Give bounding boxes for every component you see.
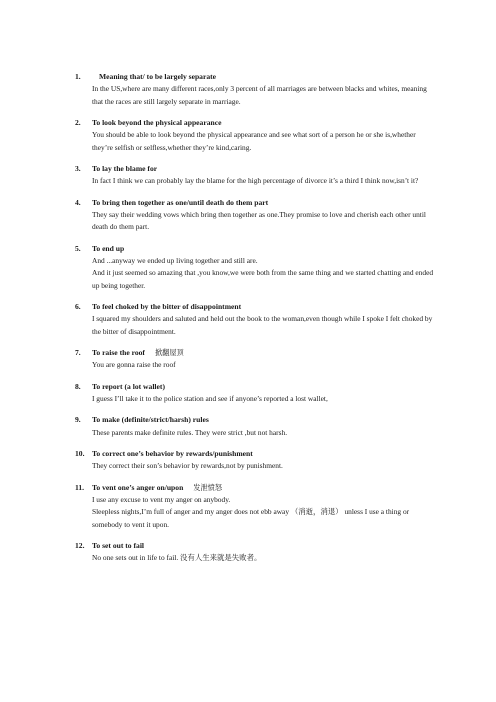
example-sentence: In fact I think we can probably lay the blame for the high percentage of divorce it’s a third I think now,isn’t it? [92,176,419,186]
item-body [92,494,436,531]
item-body [92,209,436,234]
item-body [92,393,436,405]
item-number: 4. [75,197,81,207]
example-sentence: I squared my shoulders and saluted and held out the book to the woman,even though while I spoke I felt choked by the bitter of disappointment. [92,314,433,336]
item-number: 7. [75,348,81,358]
item-heading: To report (a lot wallet) [92,381,165,391]
list-item [0,414,496,439]
list-item [0,448,496,473]
list-item [0,197,496,234]
item-body [92,255,436,292]
example-sentence: And ...anyway we ended up living together and still are. [92,255,258,265]
list-item [0,163,496,188]
item-heading: To feel choked by the bitter of disappointment [92,302,242,312]
item-heading: To look beyond the physical appearance [92,118,222,128]
phrase-list [0,71,496,574]
example-sentence: They correct their son’s behavior by rewards,not by punishment. [92,461,283,471]
item-body [92,313,436,338]
example-sentence: Sleepless nights,I’m full of anger and my anger does not ebb away （消逝，消退） unless I use a thing or somebody to vent it upon. [92,507,410,529]
item-number: 6. [75,302,81,312]
item-number: 2. [75,118,81,128]
item-body [92,129,436,154]
chinese-gloss: 掀翻屋顶 [154,348,184,358]
item-heading: To set out to fail [92,540,145,550]
item-number: 9. [75,415,81,425]
example-sentence: They say their wedding vows which bring then together as one.They promise to love and cherish each other until death do them part. [92,209,426,232]
example-sentence: You are gonna raise the roof [92,360,176,370]
list-item [0,347,496,372]
list-item [0,71,496,108]
list-item [0,301,496,338]
item-heading: To raise the roof 掀翻屋顶 [92,348,184,358]
example-sentence: In the US,where are many different races,only 3 percent of all marriages are between blacks and whites, meaning that the races are still largely separate in marriage. [92,84,427,106]
item-number: 10. [75,448,85,458]
item-body [92,359,436,371]
item-heading: To bring then together as one/until death do them part [92,197,269,207]
list-item [0,381,496,406]
chinese-gloss: 发泄愤怒 [193,482,223,492]
item-body [92,175,436,187]
item-heading: To make (definite/strict/harsh) rules [92,415,209,425]
example-sentence: These parents make definite rules. They were strict ,but not harsh. [92,427,288,437]
item-number: 8. [75,381,81,391]
item-heading: To end up [92,243,125,253]
item-body [92,460,436,472]
item-number: 1. [75,72,81,81]
list-item [0,243,496,292]
item-heading: Meaning that/ to be largely separate [99,72,217,81]
example-sentence: I use any excuse to vent my anger on anybody. [92,494,231,504]
item-body [92,552,436,564]
item-number: 5. [75,243,81,253]
item-body [92,427,436,439]
item-body [92,83,436,108]
example-sentence: You should be able to look beyond the physical appearance and see what sort of a person he or she is,whether they’re selfish or selfless,whether they’re kind,caring. [92,130,416,152]
item-number: 11. [75,482,85,492]
item-number: 3. [75,164,81,174]
item-number: 12. [75,540,85,550]
list-item [0,117,496,154]
example-sentence: I guess I’ll take it to the police station and see if anyone’s reported a lost wallet, [92,393,328,403]
example-sentence: And it just seemed so amazing that ,you know,we were both from the same thing and we started chatting and ended up being together. [92,268,434,290]
example-sentence: No one sets out in life to fail. 没有人生来就是失败者。 [92,553,262,563]
item-heading: To lay the blame for [92,164,158,174]
item-heading: To vent one’s anger on/upon 发泄愤怒 [92,482,223,492]
list-item [0,540,496,565]
item-heading: To correct one’s behavior by rewards/punishment [92,448,253,458]
list-item [0,482,496,531]
